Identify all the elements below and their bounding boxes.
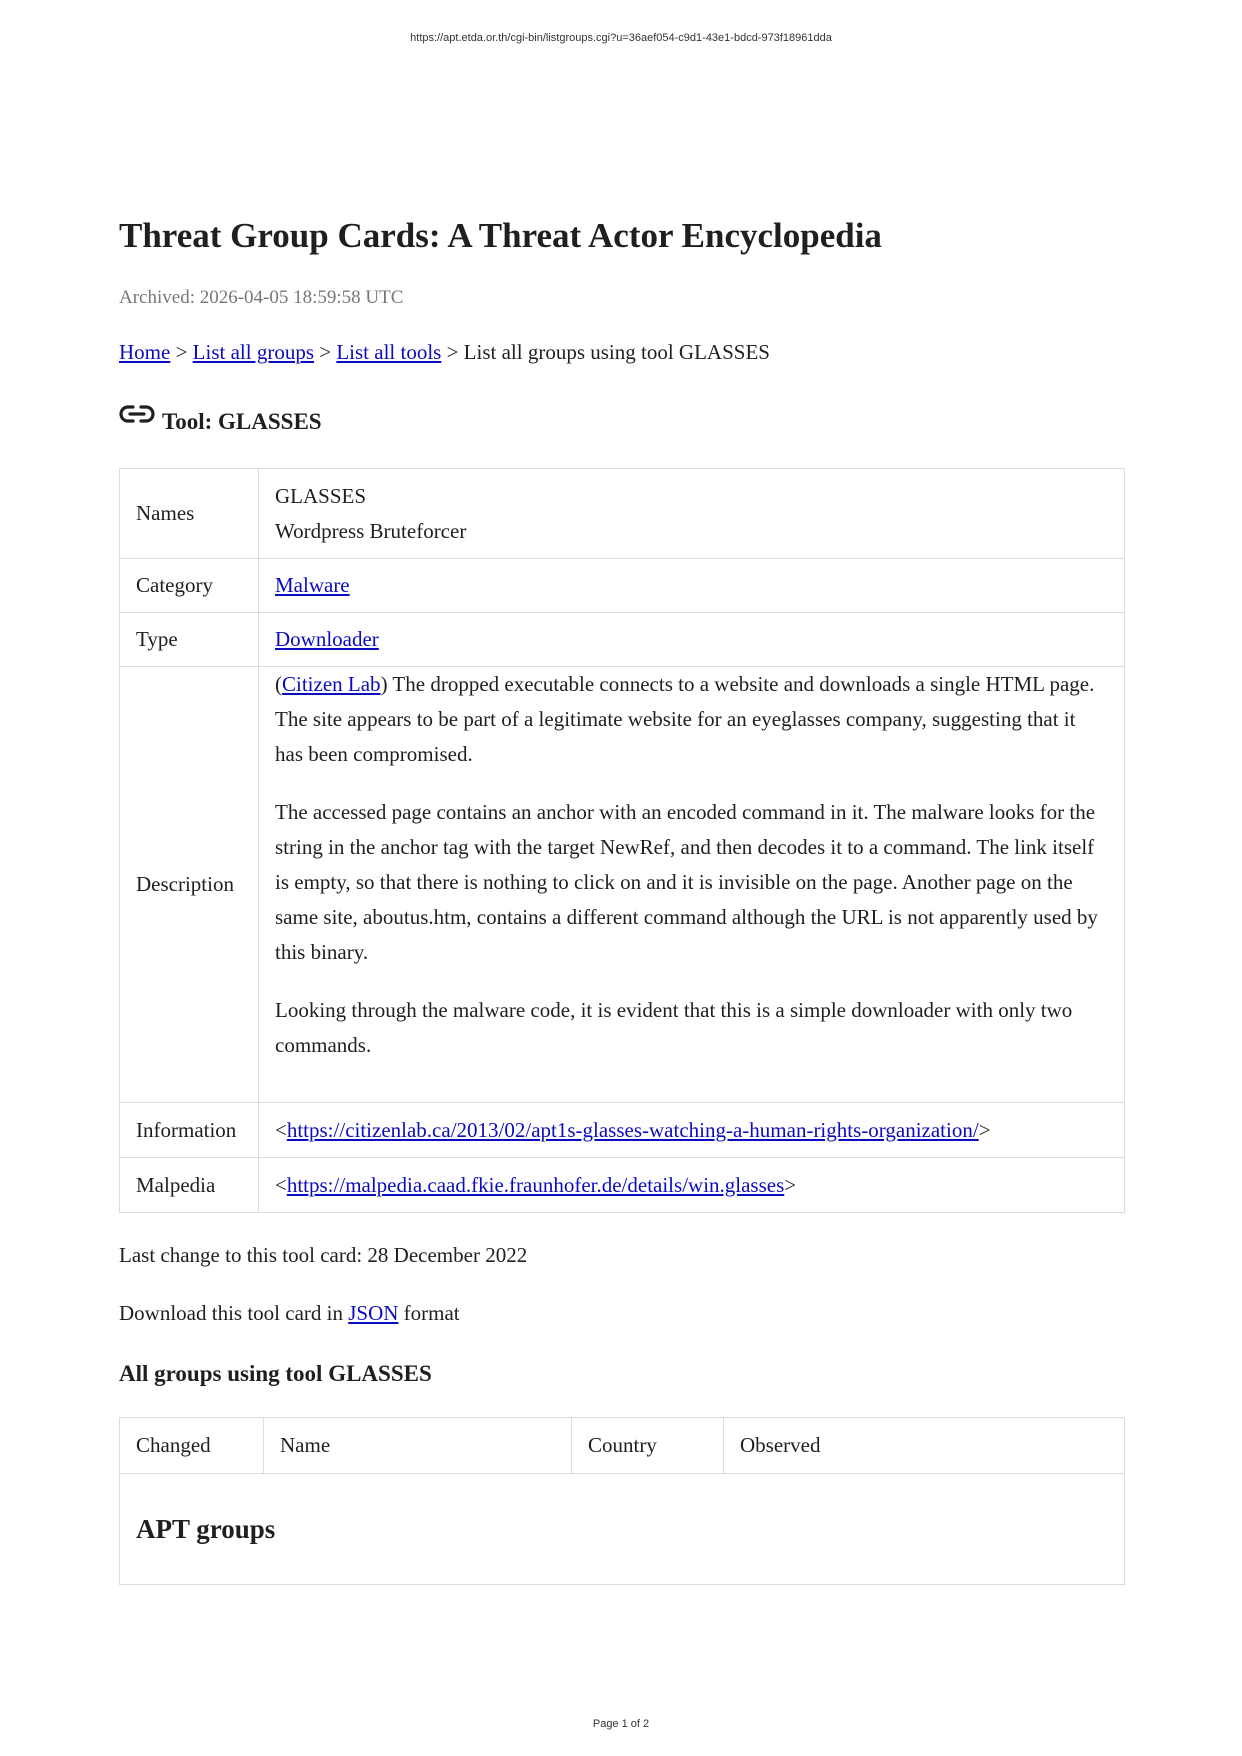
tool-heading <box>119 406 322 438</box>
table-row <box>120 1103 1125 1158</box>
tool-info-table <box>119 468 1125 1213</box>
category-label: Category <box>120 559 259 613</box>
information-value: <https://citizenlab.ca/2013/02/apt1s-glasses-watching-a-human-rights-organization/> <box>259 1103 1125 1158</box>
breadcrumb <box>119 338 770 366</box>
information-label: Information <box>120 1103 259 1158</box>
groups-heading: All groups using tool GLASSES <box>119 1361 432 1386</box>
column-header-observed[interactable]: Observed <box>724 1418 1125 1474</box>
table-row <box>120 469 1125 559</box>
names-label: Names <box>120 469 259 559</box>
page-url: https://apt.etda.or.th/cgi-bin/listgroups.cgi?u=36aef054-c9d1-43e1-bdcd-973f18961dda <box>410 32 832 44</box>
groups-table <box>119 1417 1125 1585</box>
type-link[interactable]: Downloader <box>275 627 379 651</box>
page-indicator: Page 1 of 2 <box>592 1718 650 1730</box>
breadcrumb-separator: > <box>314 340 337 364</box>
table-row <box>120 1158 1125 1213</box>
table-row <box>120 613 1125 667</box>
category-link[interactable]: Malware <box>275 573 350 597</box>
table-row <box>120 559 1125 613</box>
apt-groups-section: APT groups <box>120 1474 1125 1585</box>
type-label: Type <box>120 613 259 667</box>
json-download-link[interactable]: JSON <box>348 1301 399 1325</box>
table-row <box>120 1474 1125 1585</box>
archived-timestamp: Archived: 2026-04-05 18:59:58 UTC <box>119 287 404 308</box>
table-row <box>120 667 1125 1103</box>
page-title: Threat Group Cards: A Threat Actor Encyclopedia <box>119 216 882 255</box>
malpedia-label: Malpedia <box>120 1158 259 1213</box>
description-paragraph: (Citizen Lab) The dropped executable connects to a website and downloads a single HTML page. The site appears to be part of a legitimate website for an eyeglasses company, suggesting that it has been compromised. <box>275 672 1095 766</box>
tool-name: GLASSES <box>275 483 367 508</box>
malpedia-value: <https://malpedia.caad.fkie.fraunhofer.de/details/win.glasses> <box>259 1158 1125 1213</box>
description-paragraph: The accessed page contains an anchor with an encoded command in it. The malware looks for the string in the anchor tag with the target NewRef, and then decodes it to a command. The link itself is empty, so that there is nothing to click on and it is invisible on the page. Another page on the same site, aboutus.htm, contains a different command although the URL is not apparently used by this binary. <box>275 800 1098 964</box>
column-header-name[interactable]: Name <box>264 1418 572 1474</box>
citizen-lab-link[interactable]: Citizen Lab <box>282 672 381 696</box>
breadcrumb-separator: > <box>170 340 193 364</box>
last-change-text: Last change to this tool card: 28 December 2022 <box>119 1243 528 1267</box>
tool-heading-text: Tool: GLASSES <box>162 409 322 434</box>
table-header-row <box>120 1418 1125 1474</box>
link-icon[interactable] <box>119 400 155 428</box>
category-value <box>259 559 1125 613</box>
breadcrumb-list-groups-link[interactable]: List all groups <box>192 340 314 364</box>
breadcrumb-current: > List all groups using tool GLASSES <box>441 340 770 364</box>
type-value <box>259 613 1125 667</box>
breadcrumb-home-link[interactable]: Home <box>119 340 171 364</box>
malpedia-link[interactable]: https://malpedia.caad.fkie.fraunhofer.de/details/win.glasses <box>286 1172 785 1197</box>
download-text: Download this tool card in JSON format <box>119 1301 460 1325</box>
information-link[interactable]: https://citizenlab.ca/2013/02/apt1s-glasses-watching-a-human-rights-organization/ <box>286 1117 979 1142</box>
description-paragraph: Looking through the malware code, it is evident that this is a simple downloader with only two commands. <box>275 998 1073 1057</box>
description-label: Description <box>120 667 259 1103</box>
breadcrumb-list-tools-link[interactable]: List all tools <box>336 340 442 364</box>
column-header-country[interactable]: Country <box>572 1418 724 1474</box>
description-value <box>259 667 1125 1103</box>
column-header-changed[interactable]: Changed <box>120 1418 264 1474</box>
names-value <box>259 469 1125 559</box>
tool-name: Wordpress Bruteforcer <box>275 518 467 543</box>
